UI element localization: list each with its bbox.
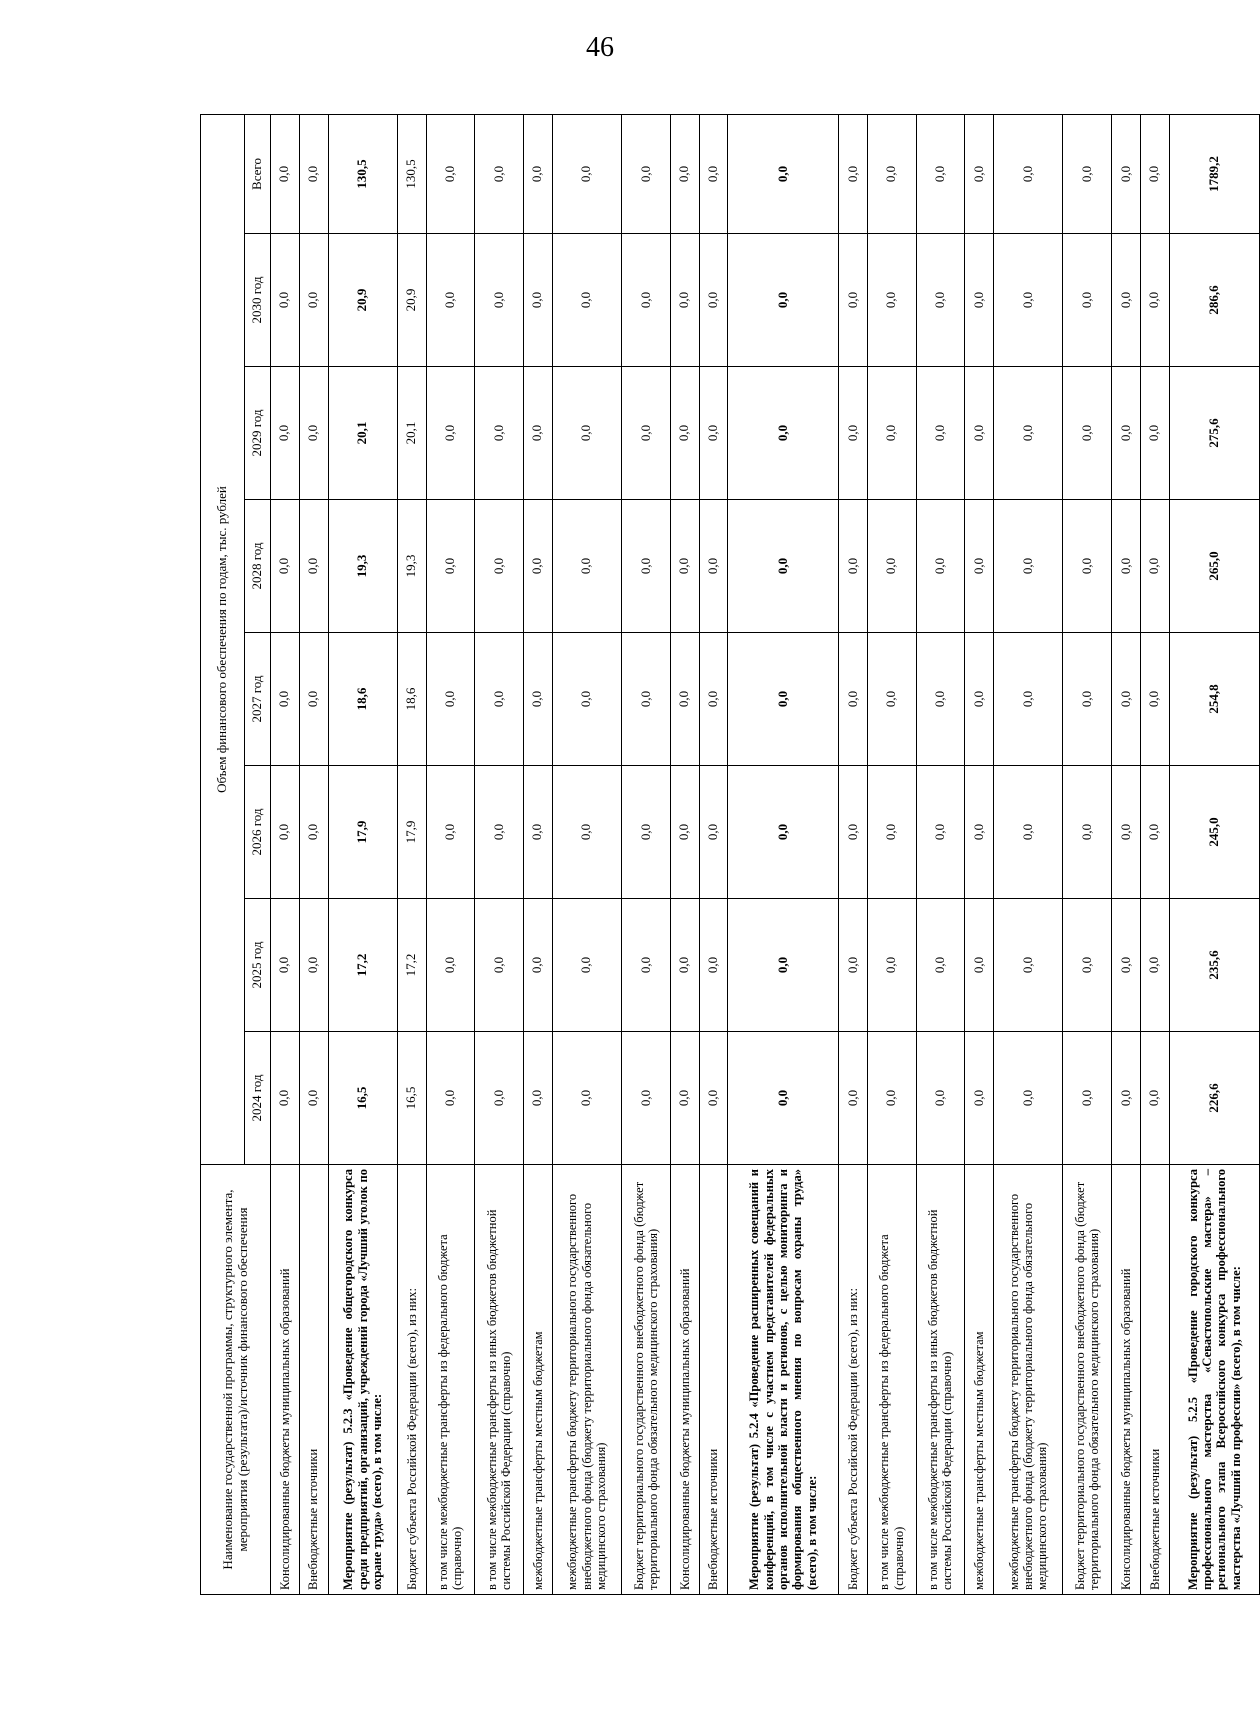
value-cell: 0,0	[299, 367, 328, 500]
value-cell: 0,0	[1140, 899, 1169, 1032]
value-cell: 0,0	[1112, 500, 1141, 633]
value-cell: 0,0	[916, 367, 965, 500]
value-cell: 0,0	[670, 500, 699, 633]
total-cell: 0,0	[1112, 114, 1141, 233]
row-label: Консолидированные бюджеты муниципальных образований	[670, 1165, 699, 1595]
table-row	[426, 114, 475, 1594]
value-cell: 0,0	[475, 367, 524, 500]
table-row	[994, 114, 1063, 1594]
value-cell: 0,0	[299, 1032, 328, 1165]
table-row	[1112, 114, 1141, 1594]
total-cell: 130,5	[328, 114, 397, 233]
value-cell: 0,0	[965, 1032, 994, 1165]
row-label: межбюджетные трансферты бюджету территориального государственного внебюджетного фонда (бюджету территориального фонда обязательного медицинского страхования)	[552, 1165, 621, 1595]
total-cell: 0,0	[552, 114, 621, 233]
header-total-cell: Всего	[245, 114, 271, 233]
value-cell: 0,0	[1140, 1032, 1169, 1165]
value-cell: 0,0	[994, 367, 1063, 500]
value-cell: 0,0	[994, 500, 1063, 633]
value-cell: 226,6	[1169, 1032, 1259, 1165]
value-cell: 254,8	[1169, 633, 1259, 766]
financing-table	[200, 114, 1260, 1595]
value-cell: 0,0	[524, 500, 553, 633]
value-cell: 0,0	[916, 766, 965, 899]
value-cell: 0,0	[1112, 633, 1141, 766]
value-cell: 0,0	[426, 899, 475, 1032]
value-cell: 0,0	[670, 234, 699, 367]
value-cell: 20,1	[328, 367, 397, 500]
value-cell: 0,0	[524, 234, 553, 367]
row-label: Внебюджетные источники	[299, 1165, 328, 1595]
value-cell: 0,0	[426, 234, 475, 367]
value-cell: 235,6	[1169, 899, 1259, 1032]
row-label: в том числе межбюджетные трансферты из федерального бюджета (справочно)	[867, 1165, 916, 1595]
value-cell: 0,0	[728, 500, 839, 633]
value-cell: 0,0	[1112, 234, 1141, 367]
value-cell: 0,0	[916, 899, 965, 1032]
value-cell: 0,0	[1063, 500, 1112, 633]
value-cell: 0,0	[699, 500, 728, 633]
value-cell: 0,0	[1140, 766, 1169, 899]
header-year-cell: 2029 год	[245, 367, 271, 500]
total-cell: 0,0	[965, 114, 994, 233]
value-cell: 0,0	[426, 633, 475, 766]
total-cell: 0,0	[916, 114, 965, 233]
header-name-cell: Наименование государственной программы, структурного элемента, мероприятия (результата)/источник финансового обеспечения	[201, 1165, 271, 1595]
value-cell: 0,0	[552, 899, 621, 1032]
value-cell: 0,0	[1063, 367, 1112, 500]
total-cell: 0,0	[524, 114, 553, 233]
row-label: Бюджет территориального государственного внебюджетного фонда (бюджет территориального фонда обязательного медицинского страхования)	[1063, 1165, 1112, 1595]
table-row	[839, 114, 868, 1594]
value-cell: 0,0	[552, 766, 621, 899]
total-cell: 0,0	[728, 114, 839, 233]
value-cell: 0,0	[699, 1032, 728, 1165]
table-row	[1063, 114, 1112, 1594]
total-cell: 0,0	[1063, 114, 1112, 233]
value-cell: 0,0	[524, 367, 553, 500]
value-cell: 0,0	[426, 1032, 475, 1165]
value-cell: 20,9	[328, 234, 397, 367]
row-label: межбюджетные трансферты бюджету территориального государственного внебюджетного фонда (бюджету территориального фонда обязательного медицинского страхования)	[994, 1165, 1063, 1595]
value-cell: 19,3	[328, 500, 397, 633]
table-row	[670, 114, 699, 1594]
total-cell: 1789,2	[1169, 114, 1259, 233]
table-row	[916, 114, 965, 1594]
value-cell: 0,0	[699, 899, 728, 1032]
value-cell: 0,0	[299, 633, 328, 766]
value-cell: 18,6	[397, 633, 426, 766]
row-label: Внебюджетные источники	[699, 1165, 728, 1595]
value-cell: 0,0	[524, 633, 553, 766]
value-cell: 0,0	[1140, 234, 1169, 367]
value-cell: 0,0	[994, 899, 1063, 1032]
table-body	[271, 114, 1260, 1594]
value-cell: 0,0	[965, 500, 994, 633]
value-cell: 0,0	[524, 1032, 553, 1165]
value-cell: 0,0	[1112, 367, 1141, 500]
value-cell: 0,0	[622, 633, 671, 766]
value-cell: 0,0	[670, 766, 699, 899]
value-cell: 0,0	[728, 234, 839, 367]
value-cell: 0,0	[670, 899, 699, 1032]
value-cell: 265,0	[1169, 500, 1259, 633]
value-cell: 0,0	[916, 1032, 965, 1165]
value-cell: 18,6	[328, 633, 397, 766]
header-year-cell: 2030 год	[245, 234, 271, 367]
value-cell: 0,0	[1063, 633, 1112, 766]
row-label: в том числе межбюджетные трансферты из иных бюджетов бюджетной системы Российской Федерации (справочно)	[916, 1165, 965, 1595]
value-cell: 0,0	[475, 234, 524, 367]
value-cell: 0,0	[867, 234, 916, 367]
value-cell: 0,0	[916, 633, 965, 766]
value-cell: 0,0	[1063, 1032, 1112, 1165]
value-cell: 0,0	[622, 899, 671, 1032]
total-cell: 0,0	[994, 114, 1063, 233]
value-cell: 0,0	[839, 633, 868, 766]
value-cell: 17,9	[397, 766, 426, 899]
row-label: Бюджет субъекта Российской Федерации (всего), из них:	[839, 1165, 868, 1595]
header-year-cell: 2024 год	[245, 1032, 271, 1165]
value-cell: 0,0	[1112, 899, 1141, 1032]
value-cell: 0,0	[622, 766, 671, 899]
value-cell: 0,0	[552, 367, 621, 500]
total-cell: 0,0	[670, 114, 699, 233]
value-cell: 0,0	[426, 766, 475, 899]
value-cell: 0,0	[728, 1032, 839, 1165]
value-cell: 0,0	[867, 899, 916, 1032]
value-cell: 16,5	[397, 1032, 426, 1165]
table-row	[622, 114, 671, 1594]
table-row-measure	[1169, 114, 1259, 1594]
value-cell: 0,0	[839, 1032, 868, 1165]
value-cell: 0,0	[271, 367, 300, 500]
value-cell: 0,0	[965, 899, 994, 1032]
value-cell: 0,0	[839, 234, 868, 367]
table-row	[475, 114, 524, 1594]
value-cell: 0,0	[271, 633, 300, 766]
value-cell: 0,0	[994, 633, 1063, 766]
value-cell: 0,0	[271, 500, 300, 633]
value-cell: 0,0	[839, 766, 868, 899]
value-cell: 17,9	[328, 766, 397, 899]
value-cell: 0,0	[552, 234, 621, 367]
row-label: Внебюджетные источники	[1140, 1165, 1169, 1595]
value-cell: 0,0	[524, 766, 553, 899]
table-row	[271, 114, 300, 1594]
value-cell: 0,0	[271, 1032, 300, 1165]
value-cell: 0,0	[1112, 766, 1141, 899]
rotated-table-region	[200, 115, 1260, 1595]
value-cell: 0,0	[1140, 367, 1169, 500]
value-cell: 0,0	[299, 899, 328, 1032]
value-cell: 0,0	[552, 500, 621, 633]
total-cell: 130,5	[397, 114, 426, 233]
value-cell: 0,0	[426, 367, 475, 500]
value-cell: 0,0	[916, 500, 965, 633]
value-cell: 0,0	[867, 633, 916, 766]
value-cell: 20,1	[397, 367, 426, 500]
value-cell: 0,0	[867, 1032, 916, 1165]
total-cell: 0,0	[299, 114, 328, 233]
table-row	[1140, 114, 1169, 1594]
table-row	[524, 114, 553, 1594]
value-cell: 0,0	[965, 234, 994, 367]
value-cell: 0,0	[475, 633, 524, 766]
value-cell: 0,0	[728, 899, 839, 1032]
header-year-cell: 2027 год	[245, 633, 271, 766]
value-cell: 0,0	[839, 367, 868, 500]
value-cell: 0,0	[965, 633, 994, 766]
value-cell: 0,0	[1063, 766, 1112, 899]
header-volume-cell: Объем финансового обеспечения по годам, тыс. рублей	[201, 114, 245, 1164]
value-cell: 0,0	[699, 633, 728, 766]
row-label: Мероприятие (результат) 5.2.5 «Проведение городского конкурса профессионального мастерства «Севастопольские мастера» – регионального этапа Всероссийского конкурса профессионального мастерства «Лучший по профессии» (всего), в том числе:	[1169, 1165, 1259, 1595]
header-year-cell: 2025 год	[245, 899, 271, 1032]
row-label: межбюджетные трансферты местным бюджетам	[965, 1165, 994, 1595]
value-cell: 0,0	[699, 766, 728, 899]
value-cell: 0,0	[299, 766, 328, 899]
value-cell: 0,0	[622, 1032, 671, 1165]
value-cell: 17,2	[328, 899, 397, 1032]
value-cell: 0,0	[728, 367, 839, 500]
value-cell: 0,0	[867, 766, 916, 899]
value-cell: 0,0	[670, 367, 699, 500]
table-row-measure	[328, 114, 397, 1594]
value-cell: 0,0	[965, 766, 994, 899]
value-cell: 0,0	[552, 1032, 621, 1165]
value-cell: 0,0	[475, 500, 524, 633]
value-cell: 0,0	[552, 633, 621, 766]
row-label: Бюджет субъекта Российской Федерации (всего), из них:	[397, 1165, 426, 1595]
value-cell: 0,0	[1063, 899, 1112, 1032]
value-cell: 0,0	[839, 500, 868, 633]
value-cell: 0,0	[1140, 633, 1169, 766]
value-cell: 0,0	[699, 234, 728, 367]
row-label: Консолидированные бюджеты муниципальных образований	[271, 1165, 300, 1595]
value-cell: 0,0	[867, 500, 916, 633]
value-cell: 0,0	[839, 899, 868, 1032]
value-cell: 0,0	[475, 766, 524, 899]
total-cell: 0,0	[271, 114, 300, 233]
value-cell: 0,0	[965, 367, 994, 500]
value-cell: 0,0	[728, 766, 839, 899]
row-label: Мероприятие (результат) 5.2.4 «Проведение расширенных совещаний и конференций, в том числе с участием представителей федеральных органов исполнительной власти и регионов, с целью мониторинга и формирования общественного мнения по вопросам охраны труда» (всего), в том числе:	[728, 1165, 839, 1595]
header-year-cell: 2028 год	[245, 500, 271, 633]
total-cell: 0,0	[839, 114, 868, 233]
row-label: Консолидированные бюджеты муниципальных образований	[1112, 1165, 1141, 1595]
page-number: 46	[586, 32, 614, 63]
total-cell: 0,0	[1140, 114, 1169, 233]
rotated-table-container	[200, 115, 1260, 1595]
value-cell: 0,0	[524, 899, 553, 1032]
table-row	[397, 114, 426, 1594]
value-cell: 0,0	[994, 234, 1063, 367]
table-row	[699, 114, 728, 1594]
table-row-measure	[728, 114, 839, 1594]
value-cell: 0,0	[271, 234, 300, 367]
value-cell: 0,0	[299, 234, 328, 367]
value-cell: 0,0	[299, 500, 328, 633]
value-cell: 0,0	[271, 899, 300, 1032]
table-row	[552, 114, 621, 1594]
table-row	[299, 114, 328, 1594]
value-cell: 0,0	[426, 500, 475, 633]
value-cell: 0,0	[728, 633, 839, 766]
total-cell: 0,0	[867, 114, 916, 233]
value-cell: 20,9	[397, 234, 426, 367]
table-row	[867, 114, 916, 1594]
value-cell: 0,0	[916, 234, 965, 367]
value-cell: 0,0	[475, 1032, 524, 1165]
value-cell: 286,6	[1169, 234, 1259, 367]
total-cell: 0,0	[622, 114, 671, 233]
value-cell: 245,0	[1169, 766, 1259, 899]
value-cell: 17,2	[397, 899, 426, 1032]
value-cell: 0,0	[1063, 234, 1112, 367]
total-cell: 0,0	[426, 114, 475, 233]
row-label: в том числе межбюджетные трансферты из федерального бюджета (справочно)	[426, 1165, 475, 1595]
value-cell: 0,0	[271, 766, 300, 899]
header-year-cell: 2026 год	[245, 766, 271, 899]
value-cell: 0,0	[994, 766, 1063, 899]
row-label: Бюджет территориального государственного внебюджетного фонда (бюджет территориального фонда обязательного медицинского страхования)	[622, 1165, 671, 1595]
value-cell: 0,0	[670, 1032, 699, 1165]
value-cell: 0,0	[622, 367, 671, 500]
value-cell: 16,5	[328, 1032, 397, 1165]
value-cell: 0,0	[670, 633, 699, 766]
row-label: Мероприятие (результат) 5.2.3 «Проведение общегородского конкурса среди предприятий, организаций, учреждений города «Лучший уголок по охране труда» (всего), в том числе:	[328, 1165, 397, 1595]
value-cell: 0,0	[867, 367, 916, 500]
value-cell: 0,0	[475, 899, 524, 1032]
value-cell: 19,3	[397, 500, 426, 633]
value-cell: 0,0	[699, 367, 728, 500]
value-cell: 0,0	[1112, 1032, 1141, 1165]
value-cell: 275,6	[1169, 367, 1259, 500]
value-cell: 0,0	[994, 1032, 1063, 1165]
table-row	[965, 114, 994, 1594]
total-cell: 0,0	[699, 114, 728, 233]
value-cell: 0,0	[1140, 500, 1169, 633]
row-label: межбюджетные трансферты местным бюджетам	[524, 1165, 553, 1595]
row-label: в том числе межбюджетные трансферты из иных бюджетов бюджетной системы Российской Федерации (справочно)	[475, 1165, 524, 1595]
value-cell: 0,0	[622, 234, 671, 367]
total-cell: 0,0	[475, 114, 524, 233]
value-cell: 0,0	[622, 500, 671, 633]
